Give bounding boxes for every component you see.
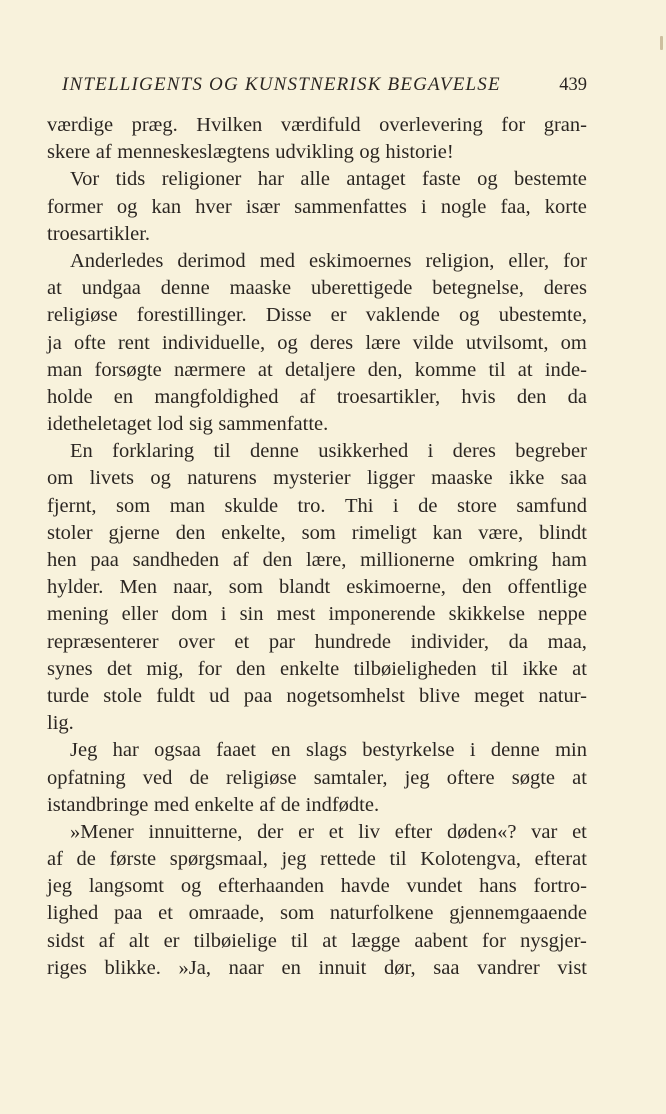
text-line [47,547,587,574]
word: eskimoernes [308,249,412,272]
word: fuldt [156,684,195,707]
word: korte [544,195,587,218]
word: denne [490,739,540,762]
word: lod [157,413,184,436]
word: at [322,929,338,952]
word: liv [358,820,380,843]
word: og [459,304,480,327]
word: neppe [538,603,587,626]
word: undgaa [81,277,141,300]
word: samfund [516,494,587,517]
word: saa [560,467,587,490]
word: ikke [509,467,545,490]
word: at [572,766,587,789]
word: over [178,630,215,653]
word: tilbøielige [193,929,277,952]
word: og [277,331,298,354]
word: ikke [522,657,558,680]
word: menneskeslægtens [117,141,270,164]
word: blikke. [104,956,161,979]
word: gran- [543,114,587,136]
word: af [259,793,276,816]
running-head [62,74,587,102]
word: saa [433,956,460,979]
text-line [47,520,587,547]
word: til [490,657,509,680]
word: vist [557,956,587,979]
word: hundrede [314,630,391,653]
word: forklaring [112,440,195,463]
word: døden«? [446,820,517,843]
word: forestillinger. [136,304,247,327]
word: de [76,848,96,871]
word: blive [418,684,460,707]
word: i [420,195,427,218]
word: der [257,820,284,843]
word: rent [117,331,150,354]
word: sammenfattes [294,195,407,218]
word: nogle [440,195,487,218]
word: fjernt, [47,494,97,517]
word: lære, [305,549,347,571]
word: Thi [344,494,374,517]
word: den [262,549,293,571]
word: en [271,739,291,762]
word: par [268,630,295,653]
word: mangfoldighed [154,385,279,408]
word: i [469,739,476,762]
text-line [47,574,587,601]
word: maa, [547,630,587,653]
word: som [116,494,151,517]
word: da [567,385,587,408]
word: jeg [404,766,430,789]
word: alle [300,168,330,191]
word: blindt [539,521,587,544]
text-line [47,221,587,248]
word: tro. [297,494,326,517]
word: oftere [446,766,495,789]
word: store [456,494,497,517]
word: skikkelse [448,603,525,626]
text-line [47,873,587,900]
text-line [47,683,587,710]
word: ud [209,684,230,707]
word: den [516,385,547,408]
word: tids [115,168,146,191]
word: Kolotengva, [420,848,521,871]
word: blandt [278,576,331,599]
word: den [175,521,206,544]
word: troesartikler. [47,222,151,245]
word: antaget [346,168,406,191]
word: detaljere [284,358,356,381]
word: til [488,358,506,381]
word: vundet [406,875,463,898]
word: udvikling [275,141,354,164]
word: en [113,385,134,408]
word: søgte [511,766,555,789]
word: værdifuld [280,114,361,136]
word: deres [452,440,496,463]
word: er [163,929,180,952]
word: riges [47,956,87,979]
text-line [47,438,587,465]
word: mysterier [273,467,351,490]
word: er [298,820,315,843]
word: spørgsmaal, [169,848,268,871]
word: forsøgte [94,358,162,381]
word: millionerne [360,549,455,571]
word: skulde [224,494,279,517]
word: ved [142,766,173,789]
word: omkring [468,549,538,571]
word: maaske [431,467,493,490]
word: betegnelse, [432,277,524,300]
word: at [517,358,533,381]
word: individer, [410,630,489,653]
word: naar, [173,576,213,599]
word: holde [47,385,93,408]
body-text [47,112,587,982]
word: uberettigede [311,277,413,300]
word: ubestemte, [498,304,587,327]
word: af [95,141,112,164]
word: især [245,195,281,218]
word: og [477,168,498,191]
word: lægge [351,929,401,952]
word: innuitterne, [148,820,243,843]
word: tilbøieligheden [353,657,477,680]
word: natur- [538,684,587,707]
word: første [109,848,157,871]
word: naturfolkene [329,902,434,925]
word: og [180,875,202,898]
word: En [70,440,93,463]
word: eller, [508,249,550,272]
word: for [197,657,222,680]
word: sin [239,603,264,626]
text-line [47,166,587,193]
text-line [47,302,587,329]
word: og [150,467,171,490]
text-line [47,357,587,384]
word: sidst [47,929,85,952]
word: innuit [318,956,367,979]
word: Hvilken [196,114,263,136]
word: og [359,141,380,164]
word: værdige [47,114,114,136]
word: et [158,902,173,925]
text-line [47,629,587,656]
word: individuelle, [162,331,266,354]
word: maaske [229,277,292,300]
word: den, [367,358,403,381]
word: til [389,848,407,871]
word: man [169,494,206,517]
word: for [563,249,587,272]
text-line [47,819,587,846]
word: historie! [385,141,454,164]
word: deres [309,331,354,354]
word: enkelte [194,793,254,816]
word: var [531,820,558,843]
word: overlevering [379,114,483,136]
word: hylder. [47,576,104,599]
word: en [281,956,301,979]
word: fortro- [533,875,587,898]
word: usikkerhed [318,440,409,463]
text-line [47,493,587,520]
word: sammenfatte. [218,413,329,436]
word: vaklende [365,304,440,327]
text-line [47,601,587,628]
word: begreber [515,440,587,463]
text-line [47,765,587,792]
word: mest [276,603,316,626]
text-line [47,792,587,819]
word: det [106,657,132,680]
word: rettede [320,848,376,871]
word: kan [151,195,182,218]
word: da [508,630,528,653]
word: komme [414,358,477,381]
word: opfatning [47,766,126,789]
word: præg. [131,114,178,136]
word: idetheletaget [47,413,152,436]
word: de [189,766,209,789]
word: faste [422,168,461,191]
word: faa, [500,195,531,218]
word: meget [474,684,525,707]
word: paa [113,902,143,925]
text-line [47,139,587,166]
word: »Mener [70,820,134,843]
text-line [47,900,587,927]
text-line [47,656,587,683]
word: Men [119,576,158,599]
word: religiøse [225,766,297,789]
word: den [461,576,492,599]
word: religion, [425,249,495,272]
word: troesartikler, [336,385,441,408]
word: langsomt [88,875,165,898]
word: synes [47,657,93,680]
word: paa [90,549,119,571]
page-number: 439 [559,75,587,95]
word: min [555,739,587,762]
word: at [257,358,273,381]
word: af [299,385,316,408]
word: naturens [187,467,257,490]
word: et [234,630,250,653]
word: om [47,467,74,490]
word: for [501,114,526,136]
word: eskimoerne, [346,576,446,599]
word: Vor [70,168,100,191]
word: med [153,793,190,816]
word: vilde [412,331,454,354]
word: ligger [366,467,415,490]
word: paa [243,684,273,707]
word: hvis [461,385,496,408]
word: aabent [414,929,468,952]
word: den [236,657,266,680]
word: jeg [47,875,73,898]
word: repræsenterer [47,630,159,653]
word: sig [188,413,213,436]
word: som [228,576,263,599]
word: nærmere [173,358,246,381]
word: vandrer [477,956,540,979]
word: samtaler, [313,766,388,789]
word: lighed [47,902,99,925]
word: i [392,494,399,517]
word: deres [543,277,587,300]
running-title: INTELLIGENTS OG KUNSTNERISK BEGAVELSE [62,74,501,95]
word: Disse [265,304,312,327]
text-line [47,710,587,737]
word: har [112,739,139,762]
text-line [47,928,587,955]
word: jeg [281,848,307,871]
word: at [572,657,587,680]
word: mening [47,603,109,626]
word: enkelte, [221,521,286,544]
word: mig, [146,657,184,680]
word: et [572,820,587,843]
word: religiøse [47,304,118,327]
word: for [482,929,506,952]
word: nysgjer- [520,929,587,952]
text-line [47,955,587,982]
word: at [47,277,62,300]
word: som [280,902,315,925]
word: Jeg [70,739,98,762]
word: kan [432,521,463,544]
word: har [257,168,284,191]
text-line [47,411,587,438]
word: lig. [47,712,74,735]
word: ofte [73,331,106,354]
text-line [47,275,587,302]
word: dør, [384,956,416,979]
word: naar [228,956,264,979]
word: »Ja, [178,956,211,979]
word: bestemte [514,168,587,191]
text-line [47,384,587,411]
word: er [330,304,347,327]
text-line [47,194,587,221]
word: om [560,331,587,354]
word: former [47,195,103,218]
word: derimod [177,249,246,272]
word: bestyrkelse [362,739,455,762]
word: imponerende [328,603,436,626]
word: alt [128,929,150,952]
word: man [47,358,83,381]
word: Anderledes [70,249,164,272]
word: som [301,521,336,544]
word: ogsaa [154,739,201,762]
text-line [47,465,587,492]
word: indfødte. [305,793,380,816]
word: inde- [544,358,587,381]
word: og [116,195,138,218]
word: de [280,793,301,816]
word: efterhaanden [218,875,324,898]
word: utvilsomt, [465,331,549,354]
text-line [47,248,587,275]
word: ham [551,549,587,571]
word: istandbringe [47,793,149,816]
word: stole [103,684,143,707]
text-line [47,846,587,873]
word: af [47,848,63,871]
word: omraade, [188,902,265,925]
word: efterat [534,848,587,871]
word: sandheden [132,549,220,571]
paper-edge-mark [660,36,663,50]
word: være, [478,521,524,544]
word: religioner [161,168,242,191]
word: efter [394,820,433,843]
word: skere [47,141,91,164]
word: denne [249,440,299,463]
word: offentlige [507,576,587,599]
text-line [47,330,587,357]
word: rimeligt [351,521,417,544]
text-line [47,112,587,139]
text-line [47,737,587,764]
word: slags [305,739,347,762]
word: ja [47,331,62,354]
word: gjerne [108,521,160,544]
word: nogetsomhelst [286,684,405,707]
word: i [220,603,227,626]
word: dom [171,603,208,626]
word: et [328,820,344,843]
word: stoler [47,521,93,544]
word: havde [340,875,390,898]
word: hen [47,549,77,571]
word: med [259,249,295,272]
word: af [232,549,249,571]
word: enkelte [280,657,340,680]
word: turde [47,684,90,707]
word: lære [365,331,401,354]
word: til [290,929,309,952]
word: gjennemgaaende [449,902,587,925]
word: livets [89,467,135,490]
word: denne [160,277,210,300]
word: eller [121,603,159,626]
word: af [98,929,115,952]
word: hver [195,195,232,218]
word: faaet [216,739,256,762]
word: i [427,440,434,463]
word: til [213,440,231,463]
word: hans [479,875,517,898]
word: de [418,494,438,517]
